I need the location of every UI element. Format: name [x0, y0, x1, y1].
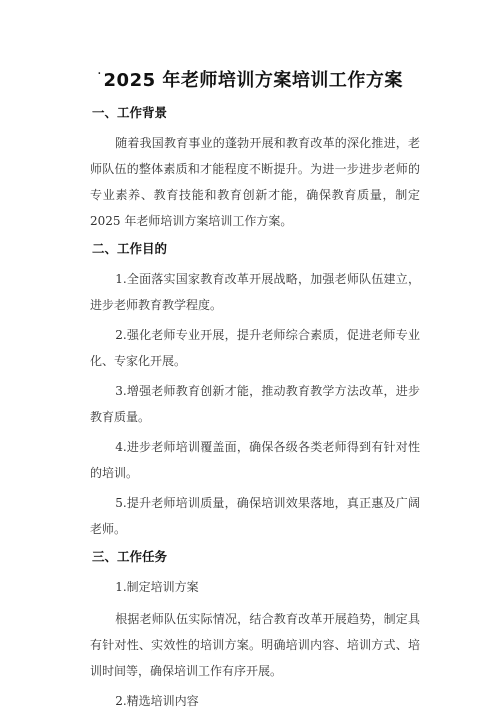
task-subheading-2: 2.精选培训内容 — [115, 694, 199, 708]
goal-item-1: 1.全面落实国家教育改革开展战略，加强老师队伍建立，进步老师教育教学程度。 — [90, 272, 420, 312]
title-block — [0, 66, 500, 92]
section-heading-goals: 二、工作目的 — [92, 241, 168, 256]
goal-item-4: 4.进步老师培训覆盖面，确保各级各类老师得到有针对性的培训。 — [90, 440, 420, 480]
task-subheading-1: 1.制定培训方案 — [115, 580, 199, 594]
document-title: 2025 年老师培训方案培训工作方案 — [103, 70, 403, 91]
section-heading-tasks: 三、工作任务 — [92, 549, 168, 564]
section-heading-background: 一、工作背景 — [92, 105, 168, 120]
task-paragraph-1: 根据老师队伍实际情况，结合教育改革开展趋势，制定具有针对性、实效性的培训方案。明确培训内容、培训方式、培训时间等，确保培训工作有序开展。 — [90, 612, 420, 678]
background-paragraph: 随着我国教育事业的蓬勃开展和教育改革的深化推进，老师队伍的整体素质和才能程度不断提升。为进一步进步老师的专业素养、教育技能和教育创新才能，确保教育质量，制定 2025 年老师培训方案培训工作方案。 — [90, 136, 420, 228]
goal-item-5: 5.提升老师培训质量，确保培训效果落地，真正惠及广阔老师。 — [90, 496, 420, 536]
goal-item-2: 2.强化老师专业开展，提升老师综合素质，促进老师专业化、专家化开展。 — [90, 328, 420, 368]
document-body — [90, 102, 420, 720]
title-mark: · — [97, 66, 102, 82]
goal-item-3: 3.增强老师教育创新才能，推动教育教学方法改革，进步教育质量。 — [90, 384, 420, 424]
